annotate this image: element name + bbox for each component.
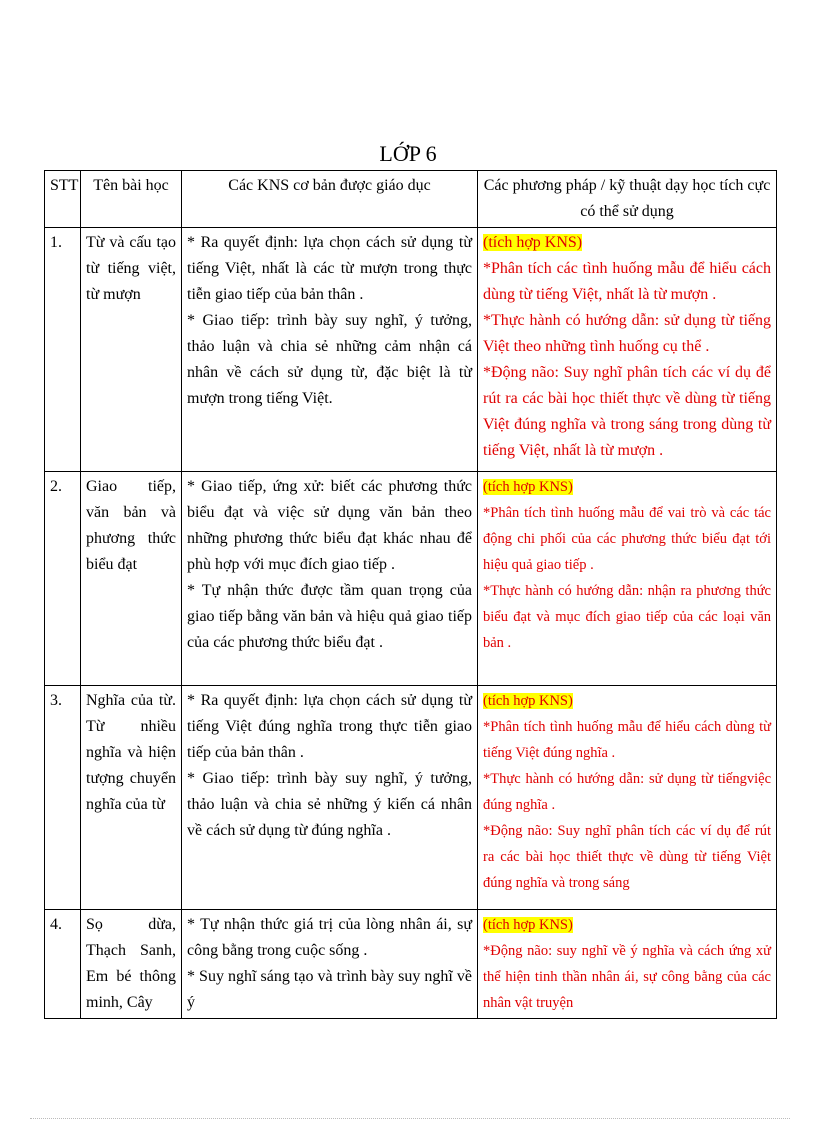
row-stt: 1. <box>45 228 81 472</box>
skill-item: * Giao tiếp: trình bày suy nghĩ, ý tưởng, thảo luận và chia sẻ những cảm nhận cá nhân về cách sử dụng từ, đặc biệt là từ mượn trong tiếng Việt. <box>187 312 472 407</box>
row-methods <box>478 228 777 472</box>
row-skills <box>182 910 478 1019</box>
skill-item: * Tự nhận thức giá trị của lòng nhân ái, sự công bằng trong cuộc sống . <box>187 916 472 959</box>
page-title: LỚP 6 <box>379 141 437 166</box>
row-stt: 3. <box>45 686 81 910</box>
row-lesson: Nghĩa của từ. Từ nhiều nghĩa và hiện tượng chuyển nghĩa của từ <box>81 686 182 910</box>
lesson-table <box>44 170 777 1019</box>
row-skills <box>182 228 478 472</box>
method-item: *Động não: suy nghĩ về ý nghĩa và cách ứng xử thể hiện tinh thần nhân ái, sự công bằng của các nhân vật truyện <box>483 943 771 1011</box>
skill-item: * Ra quyết định: lựa chọn cách sử dụng từ tiếng Việt, nhất là các từ mượn trong thực tiễn giao tiếp của bản thân . <box>187 234 472 303</box>
header-skills: Các KNS cơ bản được giáo dục <box>182 171 478 228</box>
page-divider <box>30 1118 790 1119</box>
kns-tag: (tích hợp KNS) <box>483 479 573 495</box>
kns-tag: (tích hợp KNS) <box>483 234 583 251</box>
table-row <box>45 472 777 686</box>
skill-item: * Ra quyết định: lựa chọn cách sử dụng từ tiếng Việt đúng nghĩa trong thực tiễn giao tiếp của bản thân . <box>187 692 472 761</box>
row-methods <box>478 686 777 910</box>
header-methods: Các phương pháp / kỹ thuật dạy học tích cực có thể sử dụng <box>478 171 777 228</box>
row-stt: 4. <box>45 910 81 1019</box>
row-lesson: Từ và cấu tạo từ tiếng việt, từ mượn <box>81 228 182 472</box>
skill-item: * Giao tiếp, ứng xử: biết các phương thức biểu đạt và việc sử dụng văn bản theo những phương thức biểu đạt khác nhau để phù hợp với mục đích giao tiếp . <box>187 478 472 573</box>
method-item: *Phân tích tình huống mẫu để vai trò và các tác động chi phối của các phương thức biểu đạt tới hiệu quả giao tiếp . <box>483 505 771 573</box>
table-row <box>45 228 777 472</box>
method-item: *Động não: Suy nghĩ phân tích các ví dụ để rút ra các bài học thiết thực về dùng từ tiếng Việt đúng nghĩa và trong sáng trong dùng từ tiếng Việt, nhất là từ mượn . <box>483 364 771 459</box>
method-item: *Thực hành có hướng dẫn: nhận ra phương thức biểu đạt và mục đích giao tiếp của các loại văn bản . <box>483 583 771 651</box>
row-lesson: Sọ dừa, Thạch Sanh, Em bé thông minh, Cây <box>81 910 182 1019</box>
skill-item: * Giao tiếp: trình bày suy nghĩ, ý tưởng, thảo luận và chia sẻ những ý kiến cá nhân về cách sử dụng từ đúng nghĩa . <box>187 770 472 839</box>
method-item: *Phân tích tình huống mẫu để hiểu cách dùng từ tiếng Việt đúng nghĩa . <box>483 719 771 761</box>
skill-item: * Suy nghĩ sáng tạo và trình bày suy nghĩ về ý <box>187 968 472 1011</box>
table-row <box>45 686 777 910</box>
header-stt: STT <box>45 171 81 228</box>
method-item: *Thực hành có hướng dẫn: sử dụng từ tiếngviệc đúng nghĩa . <box>483 771 771 813</box>
row-methods <box>478 910 777 1019</box>
row-skills <box>182 686 478 910</box>
skill-item: * Tự nhận thức được tầm quan trọng của giao tiếp bằng văn bản và hiệu quả giao tiếp của các phương thức biểu đạt . <box>187 582 472 651</box>
table-row <box>45 910 777 1019</box>
kns-tag: (tích hợp KNS) <box>483 917 573 933</box>
header-lesson: Tên bài học <box>81 171 182 228</box>
row-skills <box>182 472 478 686</box>
row-lesson: Giao tiếp, văn bản và phương thức biểu đạt <box>81 472 182 686</box>
method-item: *Động não: Suy nghĩ phân tích các ví dụ để rút ra các bài học thiết thực về dùng từ tiếng Việt đúng nghĩa và trong sáng <box>483 823 771 891</box>
table-header-row <box>45 171 777 228</box>
kns-tag: (tích hợp KNS) <box>483 693 573 709</box>
row-stt: 2. <box>45 472 81 686</box>
row-methods <box>478 472 777 686</box>
method-item: *Phân tích các tình huống mẫu để hiểu cách dùng từ tiếng Việt, nhất là từ mượn . <box>483 260 771 303</box>
method-item: *Thực hành có hướng dẫn: sử dụng từ tiếng Việt theo những tình huống cụ thể . <box>483 312 771 355</box>
